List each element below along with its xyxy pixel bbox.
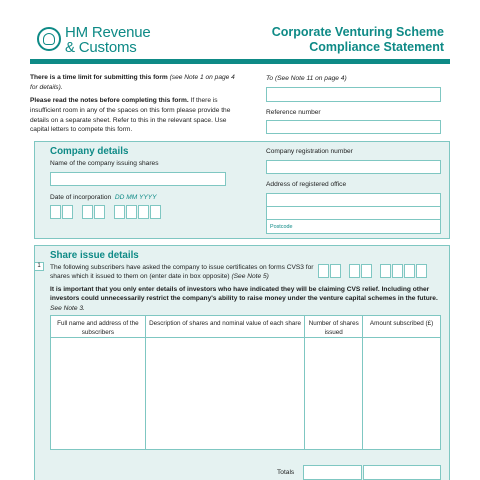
time-limit-bold: There is a time limit for submitting this form: [30, 74, 168, 81]
issue-day-1[interactable]: [318, 264, 329, 278]
to-note: (See Note 11 on page 4): [274, 75, 347, 82]
subscribers-table: [50, 315, 441, 450]
date-month-1[interactable]: [82, 205, 93, 219]
issue-month-1[interactable]: [349, 264, 360, 278]
address-label: Address of registered office: [266, 181, 347, 188]
col-header-amount: Amount subscribed (£): [363, 316, 441, 338]
logo-line-2: & Customs: [65, 39, 137, 56]
read-notes-rest: If there is insufficient room in any of the spaces on this form please provide the details on a separate sheet. Refer to this in the relevant space. Use capital letters to compete this form.: [30, 97, 231, 134]
table-bottom-rule: [50, 449, 441, 450]
date-month-2[interactable]: [94, 205, 105, 219]
date-year-4[interactable]: [150, 205, 161, 219]
time-limit-text: [30, 73, 240, 93]
important-text: It is important that you only enter details of investors who have indicated they will be claiming CVS relief. Including other investors could unnecessarily restrict the company's ability to raise money under the venture capital schemes in the future. See Note 3.: [50, 286, 438, 312]
item-number: 1: [34, 262, 44, 271]
crest-icon: [37, 27, 61, 51]
title-line-2: Compliance Statement: [309, 40, 444, 54]
date-format-hint: DD MM YYYY: [114, 194, 157, 201]
postcode-label: Postcode: [270, 224, 293, 230]
totals-label: Totals: [277, 469, 295, 476]
total-amount-field[interactable]: [363, 465, 441, 480]
date-day-1[interactable]: [50, 205, 61, 219]
item-note: (See Note 5): [231, 273, 269, 280]
instructions-text: [30, 96, 240, 135]
date-day-2[interactable]: [62, 205, 73, 219]
company-name-label: Name of the company issuing shares: [50, 160, 159, 167]
item-text: The following subscribers have asked the company to issue certificates on forms CVS3 for shares which it issued to them on (enter date in box opposite) (See Note 5): [50, 264, 314, 280]
company-details-title: Company details: [50, 146, 129, 157]
address-line-1[interactable]: [266, 193, 441, 207]
issue-year-3[interactable]: [404, 264, 415, 278]
read-notes-bold: Please read the notes before completing this form.: [30, 97, 189, 104]
to-label: To (See Note 11 on page 4): [266, 75, 347, 82]
reg-number-field[interactable]: [266, 160, 441, 174]
share-issue-title: Share issue details: [50, 250, 139, 261]
reference-number-field[interactable]: [266, 120, 441, 134]
issue-day-2[interactable]: [330, 264, 341, 278]
reference-label: Reference number: [266, 109, 321, 116]
col-header-name: Full name and address of the subscribers: [51, 316, 146, 338]
date-year-3[interactable]: [138, 205, 149, 219]
logo-line-1: HM Revenue: [65, 24, 151, 41]
address-line-2[interactable]: [266, 206, 441, 220]
company-name-field[interactable]: [50, 172, 226, 186]
header-rule: [30, 59, 450, 64]
total-shares-field[interactable]: [303, 465, 362, 480]
issue-year-4[interactable]: [416, 264, 427, 278]
issue-month-2[interactable]: [361, 264, 372, 278]
share-description-cell[interactable]: [145, 338, 305, 450]
date-year-1[interactable]: [114, 205, 125, 219]
incorporation-date-label: Date of incorporation DD MM YYYY: [50, 194, 157, 201]
col-header-description: Description of shares and nominal value of each share: [145, 316, 305, 338]
time-limit-note: (see Note 1 on page 4 for details).: [30, 74, 235, 91]
shares-issued-cell[interactable]: [305, 338, 363, 450]
important-note: See Note 3.: [50, 304, 85, 312]
col-header-number: Number of shares issued: [305, 316, 363, 338]
subscriber-name-cell[interactable]: [51, 338, 146, 450]
date-year-2[interactable]: [126, 205, 137, 219]
amount-subscribed-cell[interactable]: [363, 338, 441, 450]
title-line-1: Corporate Venturing Scheme: [271, 25, 444, 39]
to-field[interactable]: [266, 87, 441, 102]
table-row: [51, 338, 441, 450]
reg-number-label: Company registration number: [266, 148, 353, 155]
document-title: [272, 25, 444, 55]
issue-year-1[interactable]: [380, 264, 391, 278]
postcode-field[interactable]: [266, 219, 441, 234]
issue-year-2[interactable]: [392, 264, 403, 278]
